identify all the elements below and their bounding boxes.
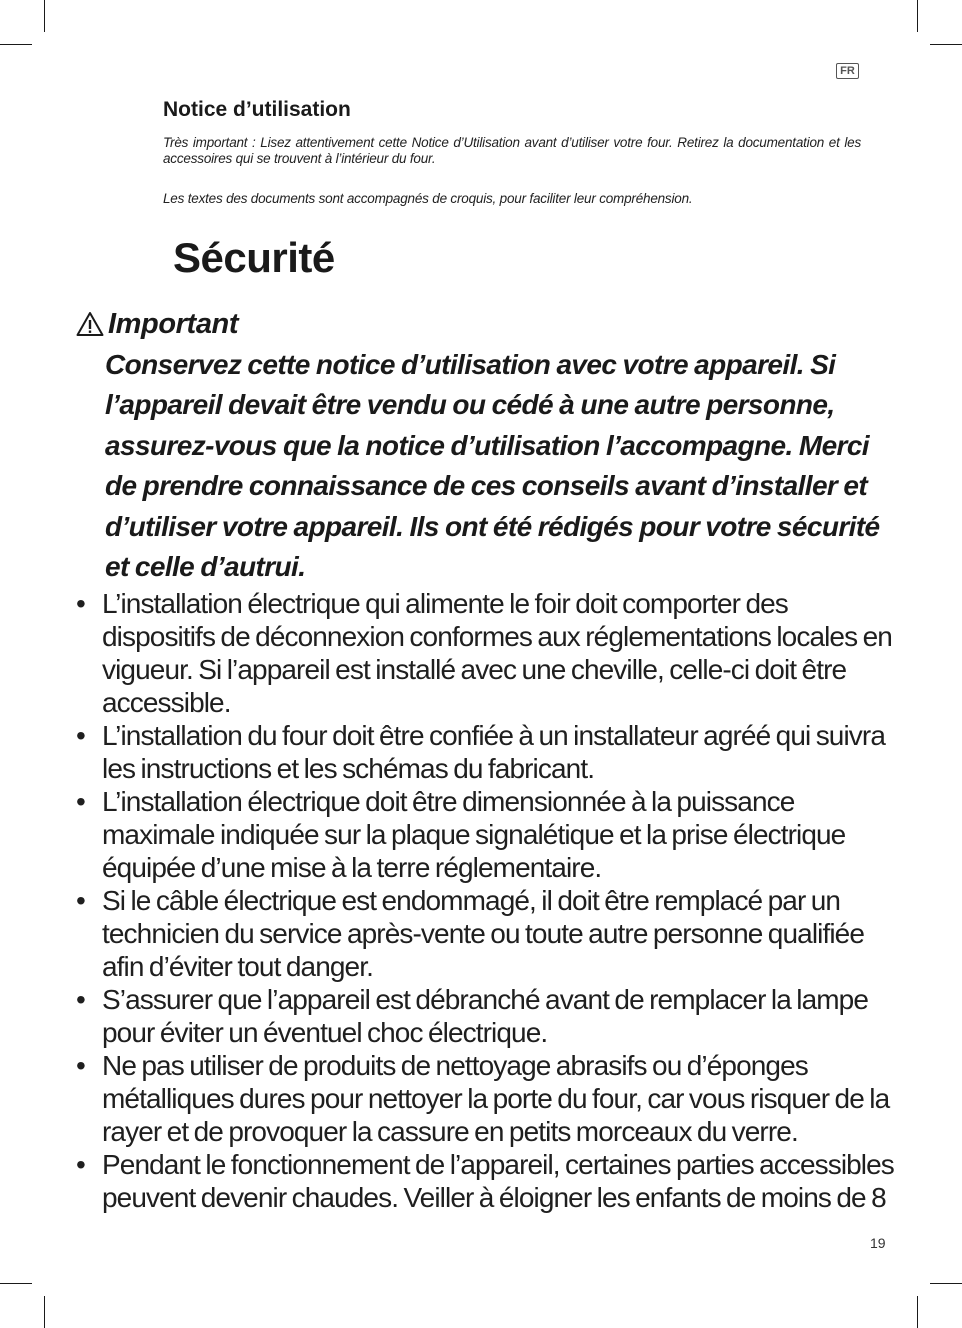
list-item: • S’assurer que l’appareil est débranché avant de remplacer la lampe pour éviter un éventuel choc électrique. <box>102 983 902 1049</box>
crop-mark-bottom-right-vertical <box>917 1296 918 1328</box>
list-item: • L’installation électrique doit être dimensionnée à la puissance maximale indiquée sur la plaque signalétique et la prise électrique équipée d’une mise à la terre réglementaire. <box>102 785 902 884</box>
section-title: Sécurité <box>173 234 335 281</box>
crop-mark-bottom-left-vertical <box>44 1296 45 1328</box>
important-notice-text: Conservez cette notice d’utilisation avec votre appareil. Si l’appareil devait être vendu ou cédé à une autre personne, assurez-vous que la notice d’utilisation l’accompagne. Merci de prendre connaissance de ces conseils avant d’installer et d’utiliser votre appareil. Ils ont été rédigés pour votre sécurité et celle d’autrui. <box>105 349 880 583</box>
intro-paragraph-important: Très important : Lisez attentivement cette Notice d’Utilisation avant d’utiliser votre four. Retirez la documentation et les accessoires qui se trouvent à l’intérieur du four. <box>163 135 861 166</box>
crop-mark-top-left-vertical <box>44 0 45 32</box>
notice-title: Notice d’utilisation <box>163 98 351 121</box>
crop-mark-top-right-vertical <box>917 0 918 32</box>
warning-triangle-icon <box>76 311 104 337</box>
list-item: • Ne pas utiliser de produits de nettoyage abrasifs ou d’éponges métalliques dures pour nettoyer la porte du four, car vous risquer de la rayer et de provoquer la cassure en petits morceaux du verre. <box>102 1049 902 1148</box>
crop-mark-bottom-right-horizontal <box>930 1283 962 1284</box>
crop-mark-top-left-horizontal <box>0 44 32 45</box>
list-item: • L’installation du four doit être confiée à un installateur agréé qui suivra les instructions et les schémas du fabricant. <box>102 719 902 785</box>
crop-mark-top-right-horizontal <box>930 44 962 45</box>
intro-paragraph-sketches: Les textes des documents sont accompagnés de croquis, pour faciliter leur compréhension. <box>163 191 693 206</box>
important-heading <box>76 304 238 344</box>
important-heading-label: Important <box>108 308 239 340</box>
list-item: • L’installation électrique qui alimente le foir doit comporter des dispositifs de déconnexion conformes aux réglementations locales en vigueur. Si l’appareil est installé avec une cheville, celle-ci doit être accessible. <box>102 587 902 719</box>
list-item: • Si le câble électrique est endommagé, il doit être remplacé par un technicien du service après-vente ou toute autre personne qualifiée afin d’éviter tout danger. <box>102 884 902 983</box>
language-badge: FR <box>836 63 859 79</box>
page-number: 19 <box>870 1235 886 1251</box>
list-item: • Pendant le fonctionnement de l’appareil, certaines parties accessibles peuvent devenir chaudes. Veiller à éloigner les enfants de moins de 8 <box>102 1148 902 1214</box>
safety-instructions-list <box>102 587 902 1214</box>
crop-mark-bottom-left-horizontal <box>0 1283 32 1284</box>
